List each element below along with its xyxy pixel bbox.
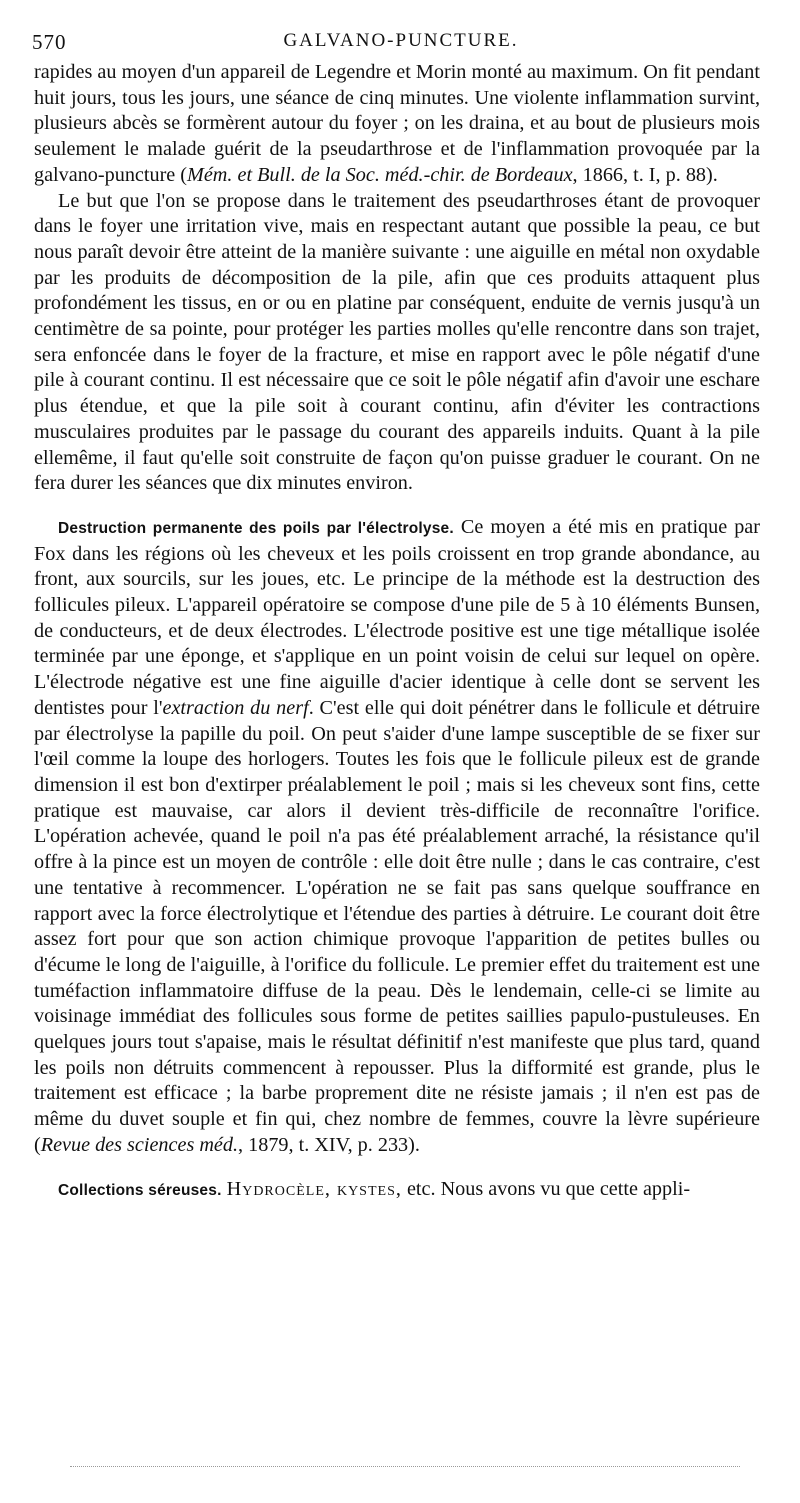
- page-number: 570: [32, 30, 67, 54]
- citation-title: Mém. et Bull. de la Soc. méd.-chir. de Bordeaux: [187, 163, 573, 186]
- paragraph-text: etc. Nous avons vu que cette appli-: [401, 1177, 691, 1200]
- running-title: GALVANO-PUNCTURE.: [283, 30, 519, 51]
- italic-term: extraction du nerf: [162, 696, 309, 719]
- paragraph-continued: [34, 60, 760, 189]
- citation-details: , 1879, t. XIV, p. 233).: [238, 1133, 420, 1156]
- paragraph-text: Le but que l'on se propose dans le traitement des pseudarthroses étant de provoquer dans le foyer une irritation vive, mais en respectant autant que possible la peau, ce but nous paraît devoir être atteint de la manière suivante : une aiguille en métal non oxydable par les produits de décomposition de la pile, afin que ces produits attaquent plus profondément les tissus, en or ou en platine par conséquent, enduite de vernis jusqu'à un centimètre de sa pointe, pour protéger les parties molles qu'elle rencontre dans son trajet, sera enfoncée dans le foyer de la fracture, et mise en rapport avec le pôle négatif d'une pile à courant continu. Il est nécessaire que ce soit le pôle négatif afin d'avoir une eschare plus étendue, et que la pile soit à courant continu, afin d'éviter les contractions musculaires produites par le passage du courant des appareils induits. Quant à la pile ellemême, il faut qu'elle soit construite de façon qu'on puisse graduer le courant. On ne fera durer les séances que dix minutes environ.: [34, 189, 760, 495]
- paragraph-electrolysis: [34, 515, 760, 1159]
- footer-rule: [70, 1466, 740, 1467]
- paragraph-text: . C'est elle qui doit pénétrer dans le follicule et détruire par électrolyse la papille du poil. On peut s'aider d'une lampe susceptible de se fixer sur l'œil comme la loupe des horlogers. Toutes les fois que le follicule pileux est de grande dimension il est bon d'extirper préalablement le poil ; mais si les cheveux sont fins, cette pratique est mauvaise, car alors il devient très-difficile de reconnaître l'orifice. L'opération achevée, quand le poil n'a pas été préalablement arraché, la résistance qu'il offre à la pince est un moyen de contrôle : elle doit être nulle ; dans le cas contraire, c'est une tentative à recommencer. L'opération ne se fait pas sans quelque souffrance en rapport avec la force électrolytique et l'étendue des parties à détruire. Le courant doit être assez fort pour que son action chimique provoque l'apparition de petites bulles ou d'écume le long de l'aiguille, à l'orifice du follicule. Le premier effet du traitement est une tuméfaction inflammatoire diffuse de la peau. Dès le lendemain, celle-ci se limite au voisinage immédiat des follicules sous forme de petites saillies papulo-pustuleuses. En quelques jours tout s'apaise, mais le résultat définitif n'est manifeste que plus tard, quand les poils non détruits commencent à repousser. Plus la difformité est grande, plus le traitement est efficace ; la barbe proprement dite ne résiste jamais ; il n'en est pas de même du duvet souple et fin qui, chez nombre de femmes, couvre la lèvre supérieure (: [34, 696, 760, 1156]
- section-heading: Destruction permanente des poils par l'électrolyse.: [58, 519, 454, 537]
- citation-details: , 1866, t. I, p. 88).: [572, 163, 718, 186]
- paragraph-serous-collections: [34, 1177, 760, 1204]
- paragraph-text: rapides au moyen d'un appareil de Legendre et Morin monté au maximum. On fit pendant huit jours, tous les jours, une séance de cinq minutes. Une violente inflammation survint, plusieurs abcès se formèrent autour du foyer ; on les draina, et au bout de plusieurs mois seulement le malade guérit de la pseudarthrose et de l'inflammation provoquée par la galvano-puncture (: [34, 61, 760, 186]
- section-heading: Collections séreuses.: [58, 1181, 222, 1199]
- paragraph-text: Ce moyen a été mis en pratique par Fox dans les régions où les cheveux et les poils croissent en trop grande abondance, au front, aux sourcils, sur les joues, etc. Le principe de la méthode est la destruction des follicules pileux. L'appareil opératoire se compose d'une pile de 5 à 10 éléments Bunsen, de conducteurs, et de deux électrodes. L'électrode positive est une tige métallique isolée terminée par une éponge, et s'applique en un point voisin de celui sur lequel on opère. L'électrode négative est une fine aiguille d'acier identique à celle dont se servent les dentistes pour l': [34, 515, 760, 719]
- running-head: [32, 30, 770, 60]
- small-caps-terms: Hydrocèle, kystes,: [226, 1177, 402, 1200]
- body-text: [34, 60, 760, 1203]
- citation-title: Revue des sciences méd.: [40, 1133, 239, 1156]
- paragraph-pseudarthrosis: [34, 189, 760, 497]
